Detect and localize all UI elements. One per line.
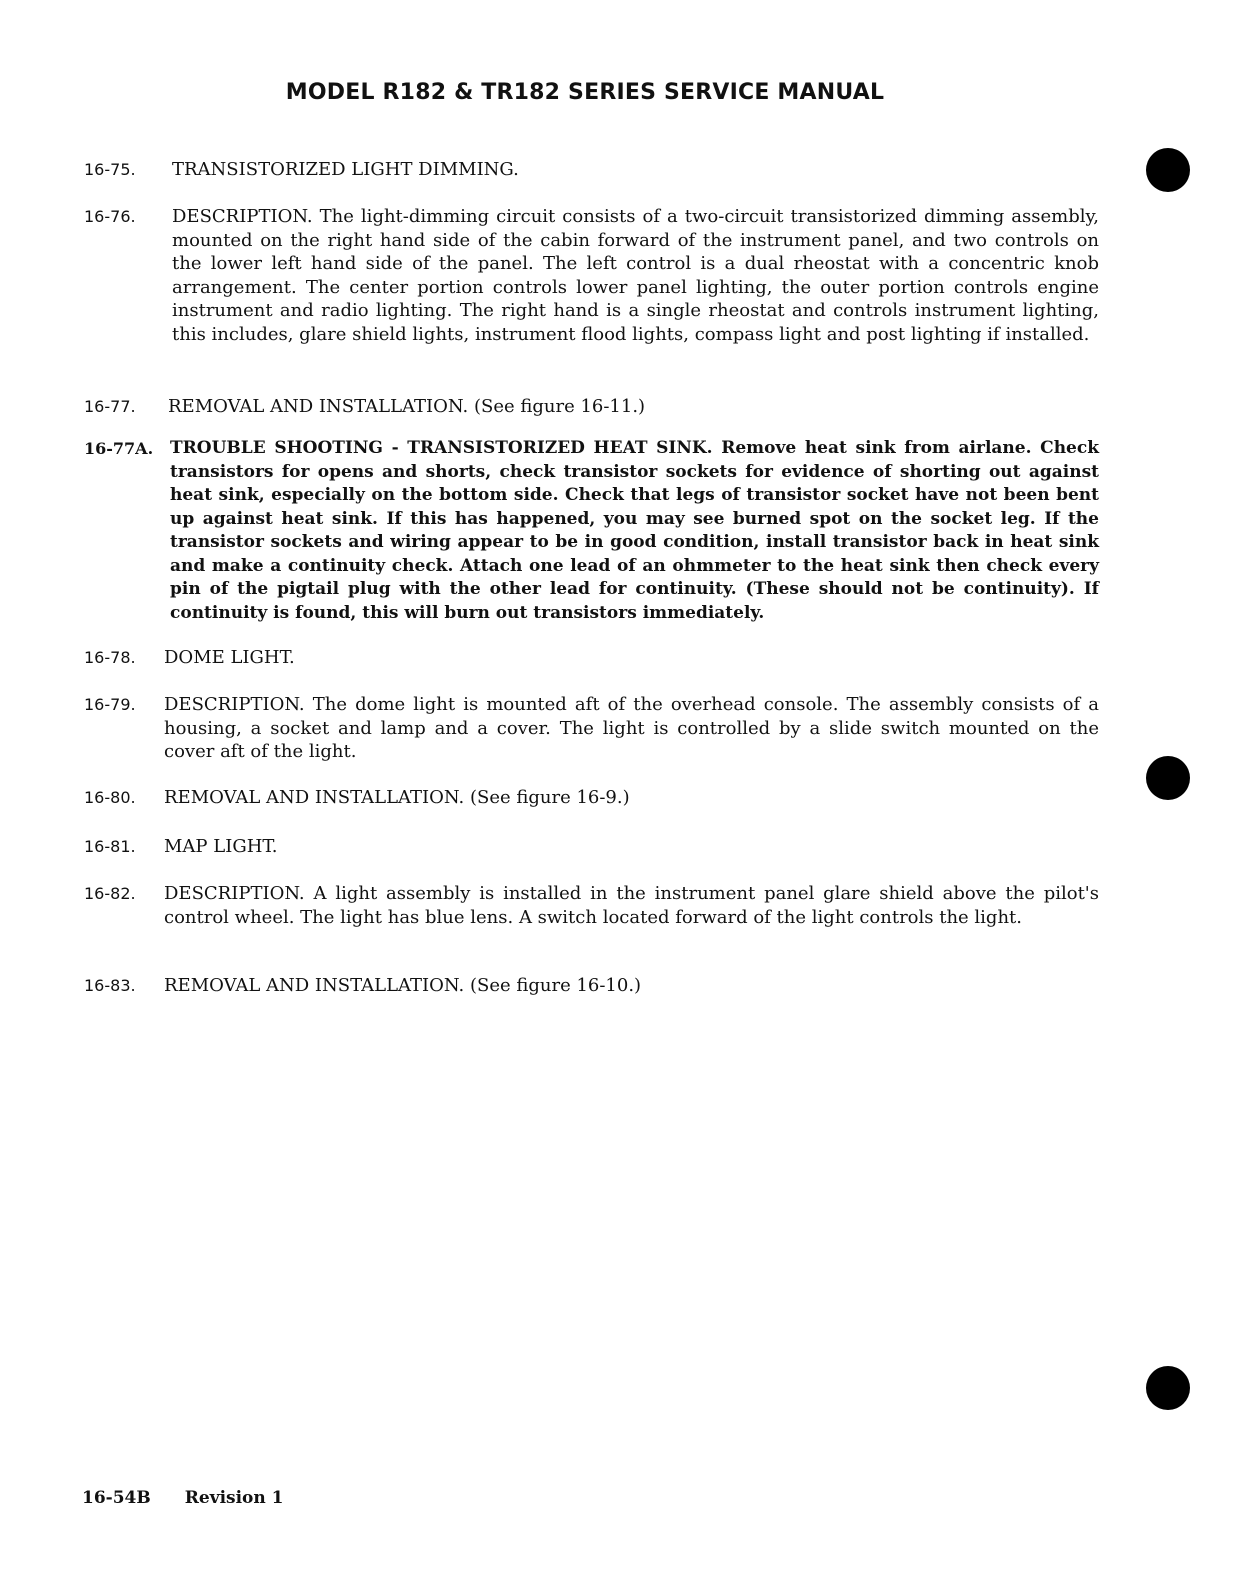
page-header-title: MODEL R182 & TR182 SERIES SERVICE MANUAL bbox=[285, 80, 885, 105]
binder-hole-bottom bbox=[1146, 1366, 1190, 1410]
section-16-75 bbox=[84, 158, 1099, 182]
section-number: 16-83. bbox=[84, 976, 136, 995]
section-16-77a bbox=[84, 437, 1099, 625]
section-body: DESCRIPTION. A light assembly is installed in the instrument panel glare shield above the pilot's control wheel. The light has blue lens. A switch located forward of the light controls the light. bbox=[164, 883, 1099, 928]
section-title: REMOVAL AND INSTALLATION. (See figure 16-10.) bbox=[164, 975, 642, 996]
section-number: 16-80. bbox=[84, 788, 136, 807]
section-number: 16-75. bbox=[84, 160, 136, 179]
section-number: 16-79. bbox=[84, 695, 136, 714]
page-number: 16-54B bbox=[82, 1488, 151, 1508]
section-title: DOME LIGHT. bbox=[164, 647, 295, 668]
section-16-83 bbox=[84, 974, 1099, 998]
section-16-76 bbox=[84, 205, 1099, 346]
section-number: 16-76. bbox=[84, 207, 136, 226]
revision-label: Revision 1 bbox=[184, 1488, 284, 1508]
section-16-77 bbox=[84, 395, 1099, 419]
binder-hole-top bbox=[1146, 148, 1190, 192]
section-16-82 bbox=[84, 882, 1099, 929]
section-number: 16-82. bbox=[84, 884, 136, 903]
section-body: TROUBLE SHOOTING - TRANSISTORIZED HEAT SINK. Remove heat sink from airlane. Check transistors for opens and shorts, check transistor sockets for evidence of shorting out against heat sink, especially on the bottom side. Check that legs of transistor socket have not been bent up against heat sink. If this has happened, you may see burned spot on the socket leg. If the transistor sockets and wiring appear to be in good condition, install transistor back in heat sink and make a continuity check. Attach one lead of an ohmmeter to the heat sink then check every pin of the pigtail plug with the other lead for continuity. (These should not be continuity). If continuity is found, this will burn out transistors immediately. bbox=[170, 438, 1099, 623]
section-number: 16-77A. bbox=[84, 439, 154, 458]
section-title: REMOVAL AND INSTALLATION. (See figure 16-9.) bbox=[164, 787, 630, 808]
page-footer bbox=[82, 1488, 284, 1508]
section-title: MAP LIGHT. bbox=[164, 836, 278, 857]
section-body: DESCRIPTION. The light-dimming circuit consists of a two-circuit transistorized dimming assembly, mounted on the right hand side of the cabin forward of the instrument panel, and two controls on the lower left hand side of the panel. The left control is a dual rheostat with a concentric knob arrangement. The center portion controls lower panel lighting, the outer portion controls engine instrument and radio lighting. The right hand is a single rheostat and controls instrument lighting, this includes, glare shield lights, instrument flood lights, compass light and post lighting if installed. bbox=[172, 206, 1099, 345]
section-number: 16-78. bbox=[84, 648, 136, 667]
section-16-81 bbox=[84, 835, 1099, 859]
section-body: DESCRIPTION. The dome light is mounted aft of the overhead console. The assembly consists of a housing, a socket and lamp and a cover. The light is controlled by a slide switch mounted on the cover aft of the light. bbox=[164, 694, 1099, 762]
binder-hole-middle bbox=[1146, 756, 1190, 800]
section-number: 16-77. bbox=[84, 397, 136, 416]
section-16-79 bbox=[84, 693, 1099, 764]
section-number: 16-81. bbox=[84, 837, 136, 856]
section-title: TRANSISTORIZED LIGHT DIMMING. bbox=[172, 159, 519, 180]
section-title: REMOVAL AND INSTALLATION. (See figure 16-11.) bbox=[168, 396, 646, 417]
section-16-80 bbox=[84, 786, 1099, 810]
section-16-78 bbox=[84, 646, 1099, 670]
